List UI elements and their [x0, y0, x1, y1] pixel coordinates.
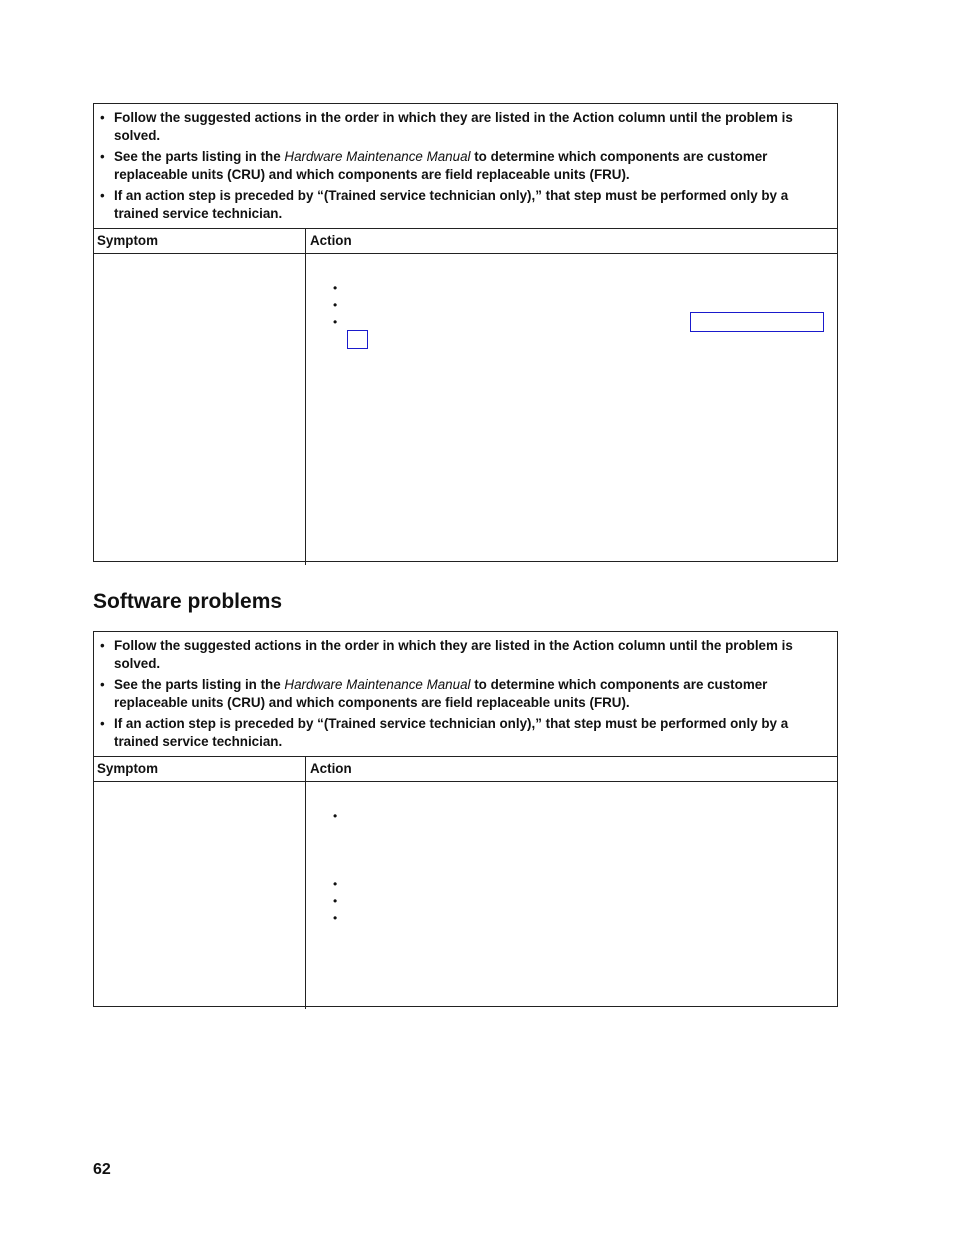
bullet: •: [100, 716, 105, 731]
bullet: •: [333, 281, 338, 295]
table-notes: [94, 632, 837, 757]
note-item: • See the parts listing in the Hardware Maintenance Manual to determine which components are customer replaceable units (CRU) and which components are field replaceable units (FRU).: [100, 149, 768, 182]
manual-title: Hardware Maintenance Manual: [284, 677, 471, 692]
action-header: Action: [310, 761, 352, 776]
problem-table-1: [93, 103, 838, 562]
symptom-header: Symptom: [94, 229, 306, 253]
bullet: •: [100, 149, 105, 164]
bullet: •: [333, 315, 338, 329]
table-header: [94, 229, 837, 254]
cross-reference-link[interactable]: [690, 312, 824, 332]
symptom-cell: [94, 254, 306, 565]
page-number: 62: [93, 1161, 111, 1178]
bullet: •: [333, 298, 338, 312]
bullet: •: [100, 638, 105, 653]
note-item: • Follow the suggested actions in the order in which they are listed in the Action column until the problem is solved.: [100, 638, 793, 671]
table-notes: [94, 104, 837, 229]
symptom-header: Symptom: [94, 757, 306, 781]
action-cell: [306, 254, 837, 565]
table-body: [94, 782, 837, 1009]
manual-title: Hardware Maintenance Manual: [284, 149, 471, 164]
bullet: •: [100, 188, 105, 203]
problem-table-2: [93, 631, 838, 1007]
note-item: • If an action step is preceded by “(Trained service technician only),” that step must be performed only by a trained service technician.: [100, 188, 789, 221]
note-item: • Follow the suggested actions in the order in which they are listed in the Action column until the problem is solved.: [100, 110, 793, 143]
action-header: Action: [310, 233, 352, 248]
section-title: Software problems: [93, 590, 283, 613]
bullet: •: [100, 110, 105, 125]
bullet: •: [333, 911, 338, 925]
table-header: [94, 757, 837, 782]
bullet: •: [333, 894, 338, 908]
symptom-cell: [94, 782, 306, 1009]
note-item: • See the parts listing in the Hardware Maintenance Manual to determine which components are customer replaceable units (CRU) and which components are field replaceable units (FRU).: [100, 677, 768, 710]
cross-reference-link[interactable]: [347, 330, 368, 349]
action-cell: [306, 782, 837, 1009]
table-body: [94, 254, 837, 565]
bullet: •: [333, 809, 338, 823]
bullet: •: [333, 877, 338, 891]
note-item: • If an action step is preceded by “(Trained service technician only),” that step must be performed only by a trained service technician.: [100, 716, 789, 749]
bullet: •: [100, 677, 105, 692]
